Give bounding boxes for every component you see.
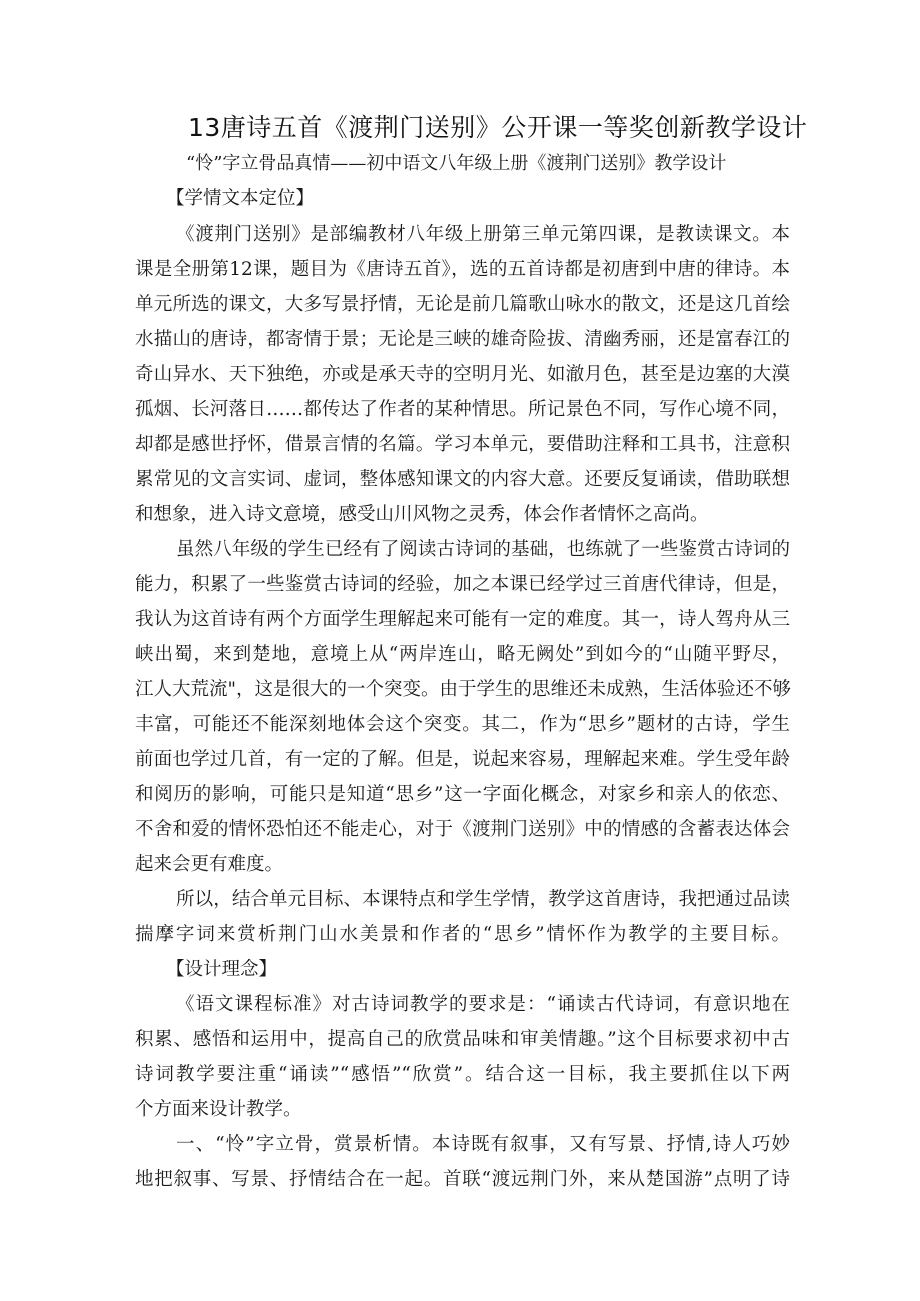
paragraph-line: 江人大荒流"，这是很大的一个突变。由于学生的思维还未成熟，生活体验还不够 — [135, 679, 792, 700]
document-title: 13唐诗五首《渡荆门送别》公开课一等奖创新教学设计 — [188, 113, 808, 142]
paragraph-line: 峡出蜀，来到楚地，意境上从“两岸连山，略无阙处”到如今的“山随平野尽， — [135, 644, 790, 665]
paragraph-line: 课是全册第12课，题目为《唐诗五首》，选的五首诗都是初唐到中唐的律诗。本 — [135, 259, 790, 280]
paragraph-line: 和想象，进入诗文意境，感受山川风物之灵秀，体会作者情怀之高尚。 — [135, 504, 709, 525]
paragraph-line: 累常见的文言实词、虚词，整体感知课文的内容大意。还要反复诵读，借助联想 — [135, 469, 790, 490]
paragraph-line: 和阅历的影响，可能只是知道“思乡”这一字面化概念，对家乡和亲人的依恋、 — [135, 784, 790, 805]
paragraph-line: 孤烟、长河落日……都传达了作者的某种情思。所记景色不同，写作心境不同， — [135, 399, 790, 420]
section-heading-learning: 【学情文本定位】 — [166, 188, 315, 209]
document-subtitle: “怜”字立骨品真情——初中语文八年级上册《渡荆门送别》教学设计 — [186, 153, 727, 174]
paragraph-line: 所以，结合单元目标、本课特点和学生学情，教学这首唐诗，我把通过品读 — [176, 889, 790, 910]
paragraph-line: 虽然八年级的学生已经有了阅读古诗词的基础，也练就了一些鉴赏古诗词的 — [176, 539, 790, 560]
section-heading-design: 【设计理念】 — [166, 959, 278, 980]
paragraph-line: 不舍和爱的情怀恐怕还不能走心，对于《渡荆门送别》中的情感的含蓄表达体会 — [135, 819, 790, 840]
paragraph-line: 起来会更有难度。 — [135, 854, 284, 875]
paragraph-line: 我认为这首诗有两个方面学生理解起来可能有一定的难度。其一，诗人驾舟从三 — [135, 609, 790, 630]
paragraph-line: 一、“怜”字立骨，赏景析情。本诗既有叙事，又有写景、抒情,诗人巧妙 — [176, 1134, 790, 1155]
paragraph-line: 诗词教学要注重“诵读”“感悟”“欣赏”。结合这一目标，我主要抓住以下两 — [135, 1064, 790, 1085]
paragraph-line: 《语文课程标准》对古诗词教学的要求是：“诵读古代诗词，有意识地在 — [176, 994, 790, 1015]
paragraph-line: 却都是感世抒怀，借景言情的名篇。学习本单元，要借助注释和工具书，注意积 — [135, 434, 790, 455]
paragraph-line: 水描山的唐诗，都寄情于景；无论是三峡的雄奇险拔、清幽秀丽，还是富春江的 — [135, 329, 790, 350]
paragraph-line: 奇山异水、天下独绝，亦或是承天寺的空明月光、如澈月色，甚至是边塞的大漠 — [135, 364, 790, 385]
paragraph-line: 前面也学过几首，有一定的了解。但是，说起来容易，理解起来难。学生受年龄 — [135, 749, 790, 770]
paragraph-line: 揣摩字词来赏析荆门山水美景和作者的“思乡”情怀作为教学的主要目标。 — [135, 924, 790, 945]
paragraph-line: 《渡荆门送别》是部编教材八年级上册第三单元第四课，是教读课文。本 — [176, 224, 790, 245]
paragraph-line: 积累、感悟和运用中，提高自己的欣赏品味和审美情趣。”这个目标要求初中古 — [135, 1029, 790, 1050]
paragraph-line: 地把叙事、写景、抒情结合在一起。首联“渡远荆门外，来从楚国游”点明了诗 — [135, 1169, 790, 1190]
paragraph-line: 能力，积累了一些鉴赏古诗词的经验，加之本课已经学过三首唐代律诗，但是， — [135, 574, 790, 595]
paragraph-line: 单元所选的课文，大多写景抒情，无论是前几篇歌山咏水的散文，还是这几首绘 — [135, 294, 790, 315]
paragraph-line: 个方面来设计教学。 — [135, 1099, 302, 1120]
paragraph-line: 丰富，可能还不能深刻地体会这个突变。其二，作为“思乡”题材的古诗，学生 — [135, 714, 790, 735]
